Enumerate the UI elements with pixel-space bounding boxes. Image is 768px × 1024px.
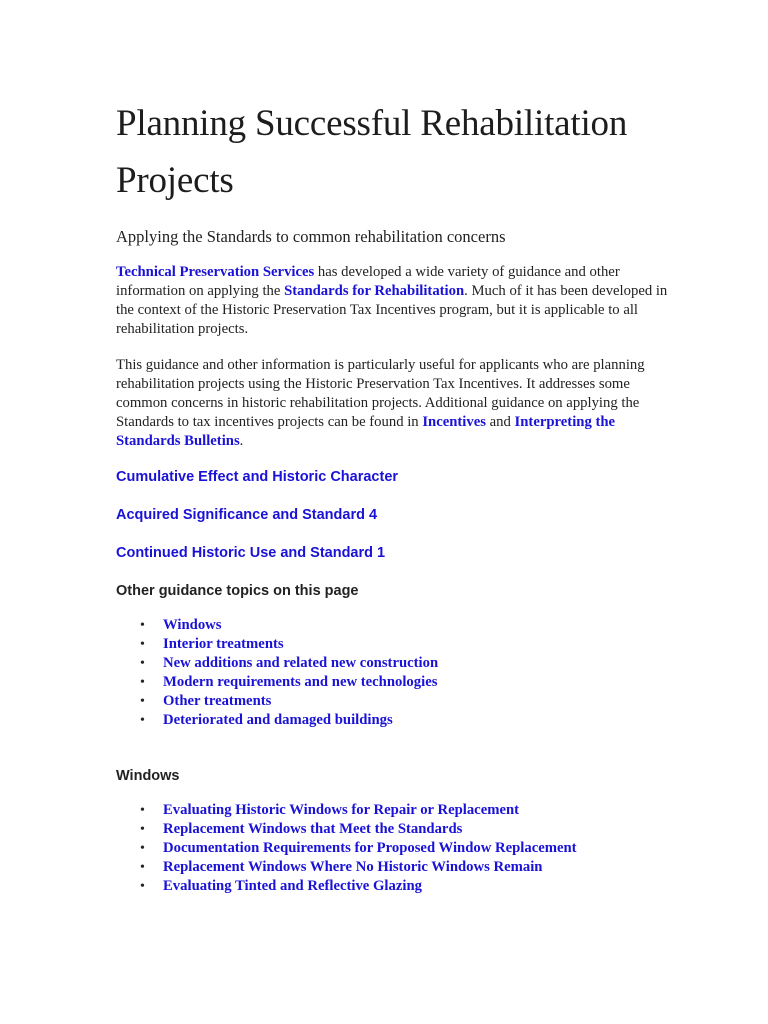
cumulative-effect-link[interactable]: Cumulative Effect and Historic Character <box>116 469 399 485</box>
list-item <box>116 858 676 877</box>
continued-historic-use-link[interactable]: Continued Historic Use and Standard 1 <box>116 545 386 561</box>
topic-link-deteriorated-buildings[interactable]: Deteriorated and damaged buildings <box>163 712 393 728</box>
guidance-text-2: and <box>485 414 515 430</box>
intro-paragraph <box>116 263 676 339</box>
bullet-icon: • <box>140 822 145 837</box>
list-item <box>116 692 676 711</box>
windows-list <box>116 801 676 896</box>
intro-text-1: has developed a wide variety of guidance and other information on applying the <box>116 264 620 299</box>
bullet-icon: • <box>140 675 145 690</box>
interpreting-standards-bulletins-link[interactable]: Interpreting the Standards Bulletins <box>116 414 616 449</box>
topic-link-interior-treatments[interactable]: Interior treatments <box>163 636 284 652</box>
intro-text-2: . Much of it has been developed in the context of the Historic Preservation Tax Incentives program, but it is applicable to all rehabilitation projects. <box>116 283 668 337</box>
page-title: Planning Successful Rehabilitation Projects <box>116 103 628 201</box>
list-item <box>116 711 676 730</box>
windows-link-no-historic-remain[interactable]: Replacement Windows Where No Historic Windows Remain <box>163 859 543 875</box>
topic-link-modern-requirements[interactable]: Modern requirements and new technologies <box>163 674 438 690</box>
guidance-paragraph <box>116 356 676 451</box>
bullet-icon: • <box>140 618 145 633</box>
bullet-icon: • <box>140 879 145 894</box>
other-topics-list <box>116 616 676 730</box>
bullet-icon: • <box>140 803 145 818</box>
list-item <box>116 801 676 820</box>
page-subtitle: Applying the Standards to common rehabilitation concerns <box>116 227 506 246</box>
guidance-text-3: . <box>239 433 244 449</box>
list-item <box>116 635 676 654</box>
bullet-icon: • <box>140 713 145 728</box>
acquired-significance-link[interactable]: Acquired Significance and Standard 4 <box>116 507 378 523</box>
bullet-icon: • <box>140 860 145 875</box>
bullet-icon: • <box>140 656 145 671</box>
page-content <box>116 0 676 896</box>
list-item <box>116 673 676 692</box>
windows-link-tinted-glazing[interactable]: Evaluating Tinted and Reflective Glazing <box>163 878 422 894</box>
other-topics-heading: Other guidance topics on this page <box>116 583 359 599</box>
incentives-link[interactable]: Incentives <box>422 414 486 430</box>
technical-preservation-services-link[interactable]: Technical Preservation Services <box>116 264 315 280</box>
bullet-icon: • <box>140 841 145 856</box>
topic-link-new-additions[interactable]: New additions and related new construction <box>163 655 439 671</box>
standards-for-rehabilitation-link[interactable]: Standards for Rehabilitation <box>284 283 465 299</box>
bullet-icon: • <box>140 694 145 709</box>
list-item <box>116 877 676 896</box>
bullet-icon: • <box>140 637 145 652</box>
topic-link-other-treatments[interactable]: Other treatments <box>163 693 272 709</box>
windows-link-replacement-standards[interactable]: Replacement Windows that Meet the Standards <box>163 821 463 837</box>
windows-link-evaluating-historic[interactable]: Evaluating Historic Windows for Repair or Replacement <box>163 802 520 818</box>
topic-link-windows[interactable]: Windows <box>163 617 222 633</box>
windows-heading: Windows <box>116 768 180 784</box>
windows-link-documentation[interactable]: Documentation Requirements for Proposed Window Replacement <box>163 840 577 856</box>
list-item <box>116 654 676 673</box>
guidance-text-1: This guidance and other information is particularly useful for applicants who are planning rehabilitation projects using the Historic Preservation Tax Incentives. It addresses some common concerns in historic rehabilitation projects. Additional guidance on applying the Standards to tax incentives projects can be found in <box>116 357 645 430</box>
list-item <box>116 839 676 858</box>
list-item <box>116 616 676 635</box>
list-item <box>116 820 676 839</box>
